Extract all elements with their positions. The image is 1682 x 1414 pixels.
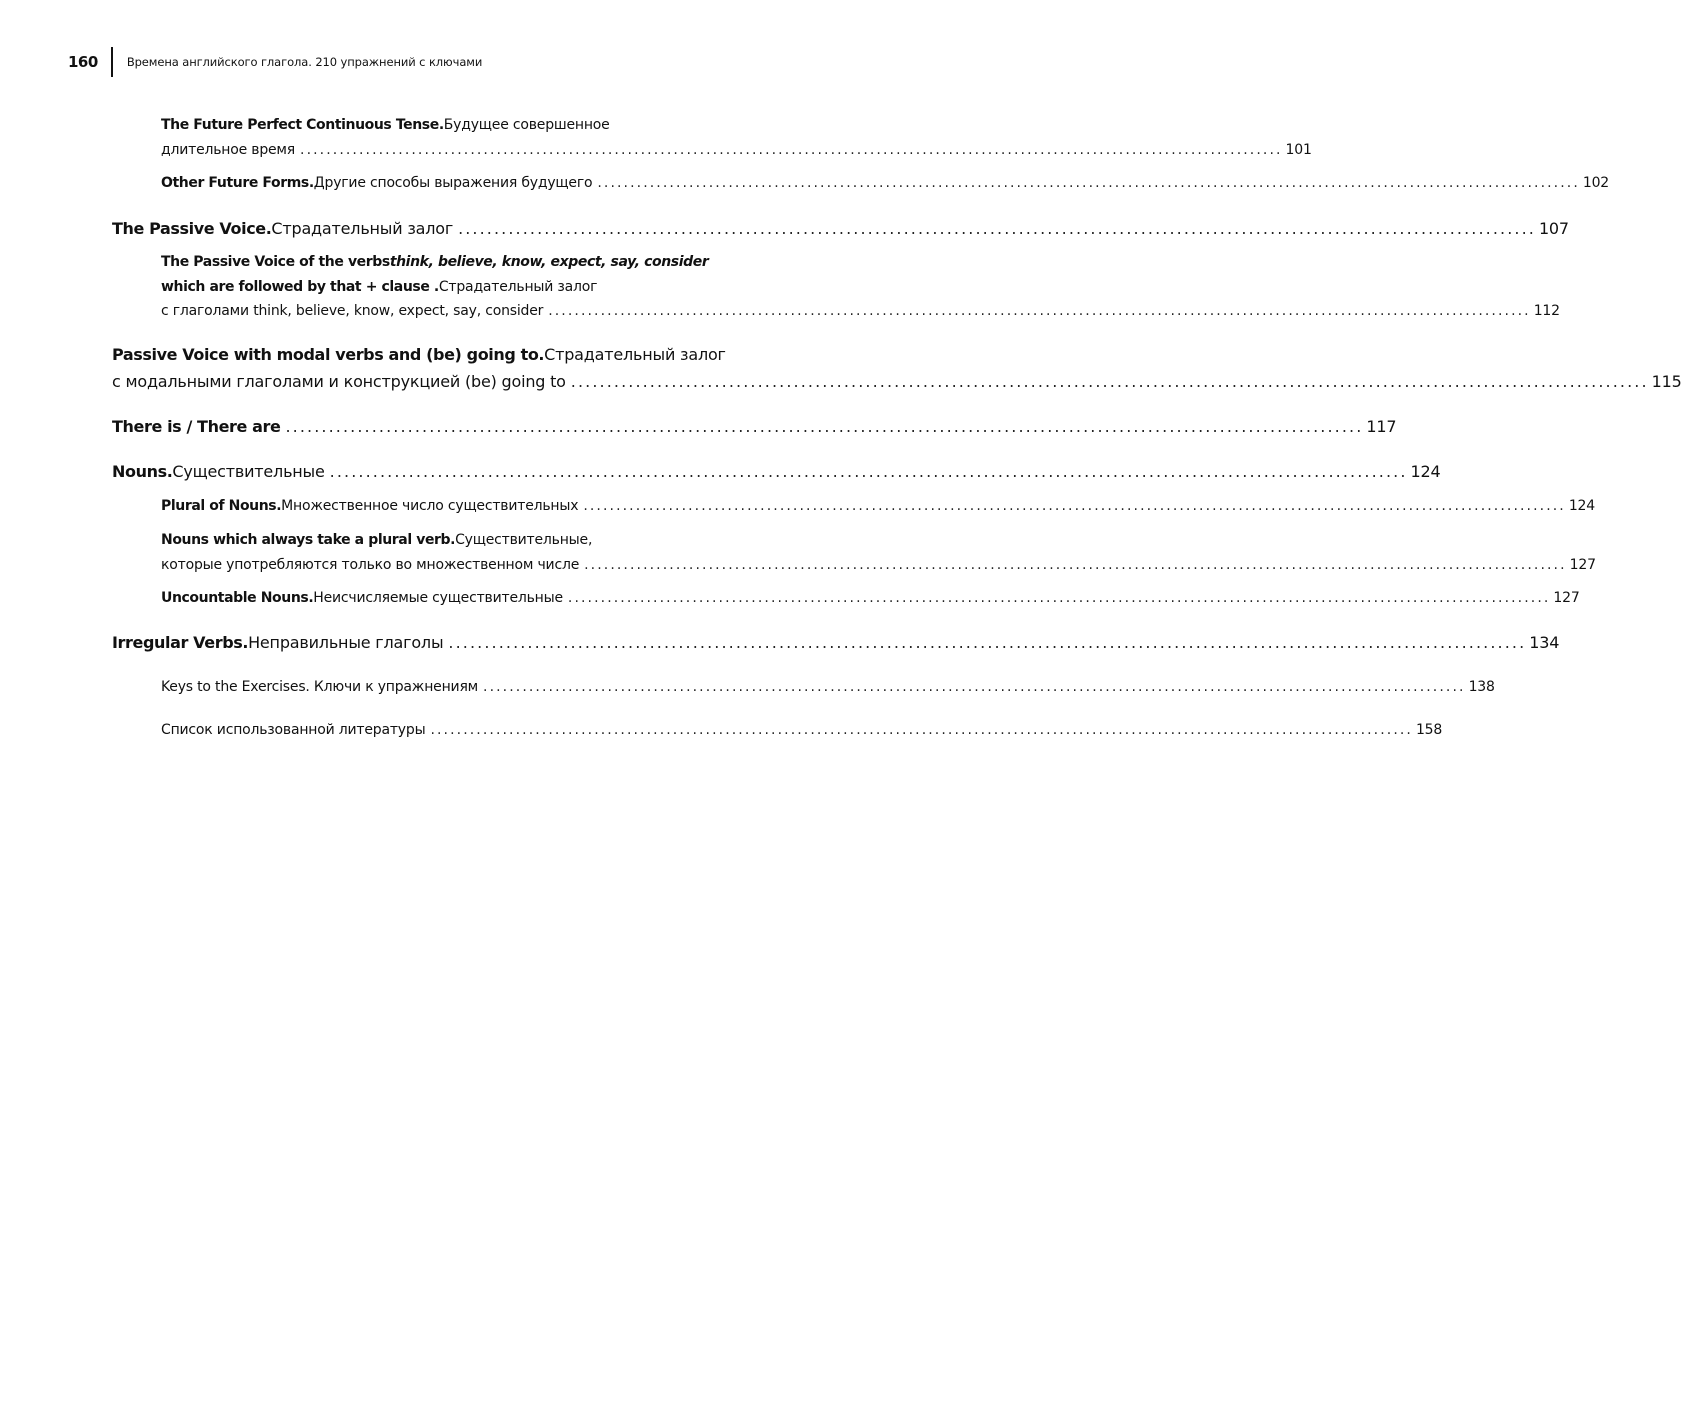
entry-title: Список использованной литературы	[161, 722, 426, 738]
entry-translation: Неисчисляемые существительные	[313, 590, 563, 606]
toc-entry-passive-reporting-verbs[interactable]	[161, 254, 1560, 328]
page-ref: 127	[1569, 556, 1596, 573]
toc-entry-plural-of-nouns[interactable]	[161, 498, 1595, 523]
entry-translation: Множественное число существительных	[281, 498, 579, 514]
dot-leader: ......................................................................................................................................................	[583, 498, 1566, 514]
toc-entry-there-is-there-are[interactable]	[112, 417, 1397, 444]
entry-translation: Страдательный залог	[438, 278, 598, 295]
dot-leader: ......................................................................................................................................................	[448, 633, 1527, 652]
toc-entry-nouns[interactable]	[112, 462, 1441, 489]
entry-translation-cont: длительное время	[161, 141, 296, 158]
entry-title: Keys to the Exercises. Ключи к упражнениям	[161, 679, 479, 695]
page-ref: 134	[1529, 633, 1560, 652]
entry-title: Other Future Forms.	[161, 175, 314, 191]
dot-leader: ......................................................................................................................................................	[300, 141, 1283, 158]
page-ref: 124	[1568, 498, 1595, 514]
dot-leader: ......................................................................................................................................................	[584, 556, 1567, 573]
dot-leader: ......................................................................................................................................................	[285, 417, 1364, 436]
entry-translation: Другие способы выражения будущего	[313, 175, 593, 191]
toc-entry-passive-voice[interactable]	[112, 219, 1569, 246]
dot-leader: ......................................................................................................................................................	[567, 590, 1551, 606]
page-ref: 115	[1651, 372, 1682, 391]
toc-entry-keys[interactable]	[161, 679, 1495, 704]
toc-entry-uncountable-nouns[interactable]	[161, 590, 1580, 615]
page-number: 160	[68, 53, 98, 71]
page-ref: 107	[1538, 219, 1569, 238]
header-divider	[111, 47, 113, 77]
entry-title: The Passive Voice.	[112, 219, 272, 238]
toc-entry-future-perfect-continuous[interactable]	[161, 117, 1312, 166]
entry-translation-cont: с глаголами think, believe, know, expect, say, consider	[161, 303, 544, 319]
running-header	[68, 46, 482, 78]
entry-translation: Неправильные глаголы	[248, 633, 444, 652]
entry-title: Irregular Verbs.	[112, 633, 249, 652]
entry-translation: Страдательный залог	[271, 219, 454, 238]
entry-title: The Passive Voice of the verbs	[161, 254, 390, 270]
entry-title: Plural of Nouns.	[161, 498, 282, 514]
entry-title-verbs: think, believe, know, expect, say, consider	[389, 254, 709, 270]
page-ref: 102	[1582, 175, 1609, 191]
page-ref: 117	[1366, 417, 1397, 436]
toc-entry-irregular-verbs[interactable]	[112, 633, 1560, 660]
entry-translation: Существительные	[172, 462, 325, 481]
entry-title: Passive Voice with modal verbs and (be) going to.	[112, 345, 545, 364]
page-ref: 101	[1285, 141, 1312, 158]
entry-translation: Страдательный залог	[544, 345, 726, 364]
entry-translation: Будущее совершенное	[443, 117, 610, 133]
entry-title: Uncountable Nouns.	[161, 590, 314, 606]
dot-leader: ......................................................................................................................................................	[570, 372, 1649, 391]
toc-entry-other-future-forms[interactable]	[161, 175, 1609, 200]
dot-leader: ......................................................................................................................................................	[548, 303, 1531, 319]
dot-leader: ......................................................................................................................................................	[458, 219, 1536, 238]
dot-leader: ......................................................................................................................................................	[483, 679, 1466, 695]
page-ref: 127	[1553, 590, 1580, 606]
dot-leader: ......................................................................................................................................................	[597, 175, 1580, 191]
book-title: Времена английского глагола. 210 упражнений с ключами	[126, 55, 483, 69]
entry-title: The Future Perfect Continuous Tense.	[161, 117, 444, 133]
entry-translation-cont: которые употребляются только во множественном числе	[161, 556, 580, 573]
entry-title-cont: which are followed by that + clause .	[161, 278, 439, 295]
entry-title: Nouns.	[112, 462, 173, 481]
entry-translation-cont: с модальными глаголами и конструкцией (be) going to	[112, 372, 566, 391]
page-ref: 158	[1415, 722, 1443, 738]
entry-title: Nouns which always take a plural verb.	[161, 532, 456, 548]
toc-entry-passive-modal-verbs[interactable]	[112, 345, 1682, 399]
page-ref: 112	[1533, 303, 1560, 319]
toc-entry-bibliography[interactable]	[161, 722, 1443, 747]
entry-translation: Существительные,	[455, 532, 593, 548]
dot-leader: ......................................................................................................................................................	[430, 722, 1413, 738]
entry-title: There is / There are	[112, 417, 281, 436]
toc-entry-nouns-plural-verb[interactable]	[161, 532, 1596, 581]
page-ref: 124	[1410, 462, 1441, 481]
dot-leader: ......................................................................................................................................................	[329, 462, 1408, 481]
page-ref: 138	[1468, 679, 1495, 695]
